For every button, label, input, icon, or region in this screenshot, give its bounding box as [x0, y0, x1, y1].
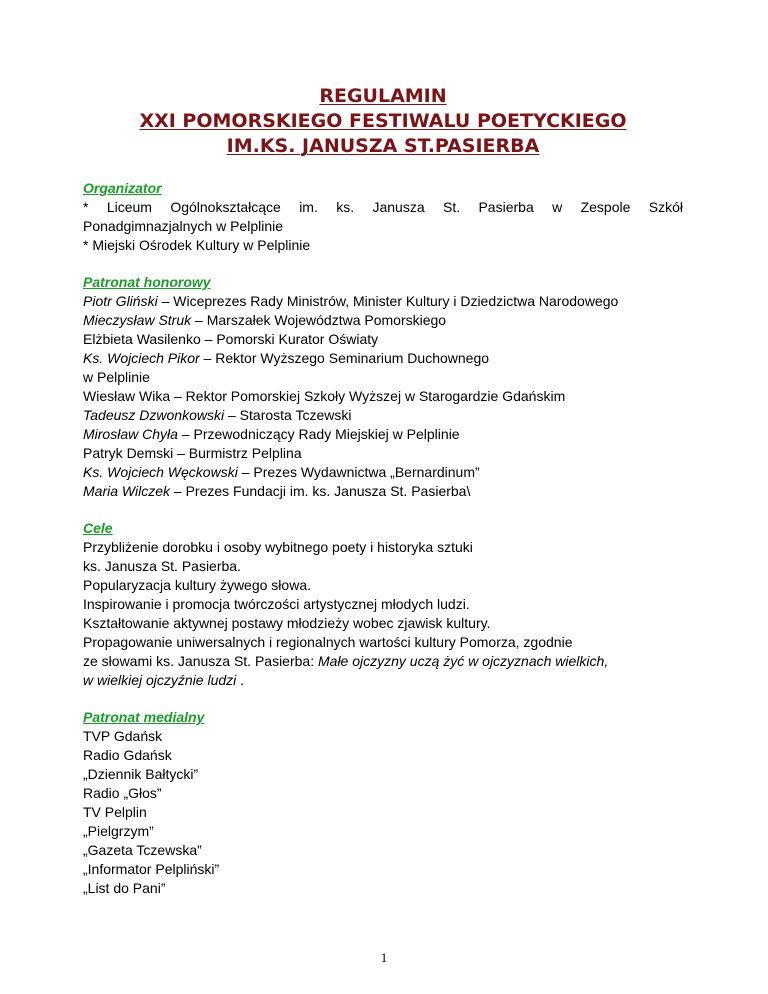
patron-name: Mirosław Chyła: [83, 426, 178, 442]
patron-role: – Przewodniczący Rady Miejskiej w Pelplinie: [177, 426, 460, 442]
media-patron-item: Radio Gdańsk: [83, 747, 172, 763]
cele-line: Propagowanie uniwersalnych i regionalnych wartości kultury Pomorza, zgodnie: [83, 634, 573, 650]
media-patron-item: TV Pelplin: [83, 804, 147, 820]
patron-role: – Starosta Tczewski: [224, 407, 352, 423]
word: Ogólnokształcące: [170, 199, 281, 215]
patron-entry: [83, 349, 683, 368]
cele-quote-line-2: [83, 671, 683, 690]
section-patronat-honorowy: [83, 273, 683, 501]
media-patron-item: „Informator Pelpliński”: [83, 861, 220, 877]
patron-entry: [83, 292, 683, 311]
patron-entry: [83, 387, 683, 406]
word: Szkół: [648, 199, 683, 215]
quote-text: w wielkiej ojczyźnie ludzi: [83, 672, 237, 688]
title-line-3: IM.KS. JANUSZA ST.PASIERBA: [226, 135, 540, 157]
patron-name: Mieczysław Struk: [83, 312, 192, 328]
word: Zespole: [580, 199, 631, 215]
media-patron-item: „Dziennik Bałtycki”: [83, 766, 199, 782]
section-heading-organizator: Organizator: [83, 180, 162, 196]
cele-line: ks. Janusza St. Pasierba.: [83, 558, 241, 574]
section-heading-patronat-honorowy: Patronat honorowy: [83, 274, 211, 290]
media-patron-item: TVP Gdańsk: [83, 728, 163, 744]
patron-entry: [83, 463, 683, 482]
word: Janusza: [372, 199, 425, 215]
patron-entry: [83, 406, 683, 425]
patron-name: Ks. Wojciech Węckowski: [83, 464, 238, 480]
section-heading-patronat-medialny: Patronat medialny: [83, 709, 205, 725]
patron-entry: [83, 444, 683, 463]
section-cele: [83, 519, 683, 690]
patron-entry: [83, 482, 683, 501]
document-title: [83, 84, 683, 159]
organizator-line-1-cont: Ponadgimnazjalnych w Pelplinie: [83, 218, 284, 234]
quote-end: .: [236, 672, 245, 688]
patron-entry: [83, 425, 683, 444]
cele-line: Inspirowanie i promocja twórczości artystycznej młodych ludzi.: [83, 596, 470, 612]
patron-entry: [83, 368, 683, 387]
organizator-line-1: [83, 198, 683, 217]
patron-role: Elżbieta Wasilenko – Pomorski Kurator Oświaty: [83, 331, 379, 347]
word: St.: [442, 199, 461, 215]
media-patron-item: „List do Pani”: [83, 880, 166, 896]
word: *: [83, 199, 89, 215]
patron-role: w Pelplinie: [83, 369, 150, 385]
patron-role: Patryk Demski – Burmistrz Pelplina: [83, 445, 302, 461]
section-heading-cele: Cele: [83, 520, 113, 536]
cele-line: Przybliżenie dorobku i osoby wybitnego poety i historyka sztuki: [83, 539, 473, 555]
word: im.: [299, 199, 318, 215]
patron-role: – Rektor Wyższego Seminarium Duchownego: [199, 350, 490, 366]
patron-role: Wiesław Wika – Rektor Pomorskiej Szkoły Wyższej w Starogardzie Gdańskim: [83, 388, 566, 404]
patron-entry: [83, 330, 683, 349]
section-patronat-medialny: [83, 708, 683, 898]
media-patron-item: Radio „Głos”: [83, 785, 162, 801]
quote-text: Małe ojczyzny uczą żyć w ojczyznach wielkich,: [318, 653, 609, 669]
patron-role: – Prezes Wydawnictwa „Bernardinum”: [237, 464, 480, 480]
section-organizator: [83, 179, 683, 255]
word: w: [552, 199, 563, 215]
patron-role: – Prezes Fundacji im. ks. Janusza St. Pasierba\: [170, 483, 471, 499]
media-patron-item: „Gazeta Tczewska”: [83, 842, 202, 858]
cele-quote-line-1: [83, 652, 683, 671]
cele-line: Popularyzacja kultury żywego słowa.: [83, 577, 311, 593]
word: Liceum: [106, 199, 152, 215]
patron-name: Piotr Gliński: [83, 293, 158, 309]
quote-intro: ze słowami ks. Janusza St. Pasierba:: [83, 653, 318, 669]
title-line-2: XXI POMORSKIEGO FESTIWALU POETYCKIEGO: [139, 110, 627, 132]
cele-line: Kształtowanie aktywnej postawy młodzieży wobec zjawisk kultury.: [83, 615, 491, 631]
media-patron-item: „Pielgrzym”: [83, 823, 154, 839]
patron-entry: [83, 311, 683, 330]
document-page: [83, 84, 683, 916]
patron-role: – Marszałek Województwa Pomorskiego: [191, 312, 447, 328]
patron-name: Maria Wilczek: [83, 483, 170, 499]
organizator-line-2: * Miejski Ośrodek Kultury w Pelplinie: [83, 237, 311, 253]
title-line-1: REGULAMIN: [319, 85, 447, 107]
patron-role: – Wiceprezes Rady Ministrów, Minister Kultury i Dziedzictwa Narodowego: [157, 293, 619, 309]
patron-name: Tadeusz Dzwonkowski: [83, 407, 225, 423]
patron-name: Ks. Wojciech Pikor: [83, 350, 200, 366]
page-number: 1: [380, 950, 388, 965]
word: ks.: [336, 199, 355, 215]
word: Pasierba: [478, 199, 534, 215]
